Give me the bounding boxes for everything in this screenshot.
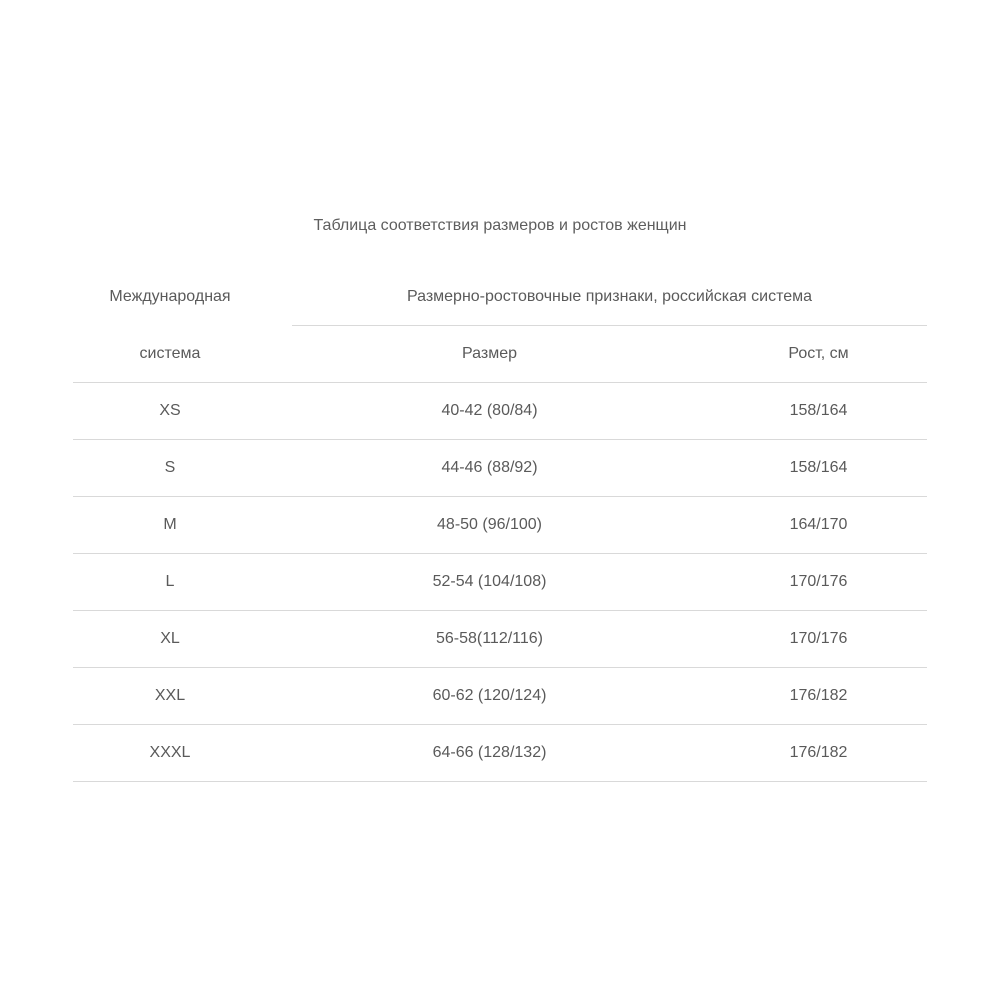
row-intl-size: S bbox=[164, 459, 176, 476]
row-divider bbox=[73, 553, 927, 554]
header-divider-partial bbox=[292, 325, 927, 326]
row-divider bbox=[73, 781, 927, 782]
row-intl-size: M bbox=[163, 516, 177, 533]
header-russian-group: Размерно-ростовочные признаки, российская система bbox=[406, 288, 813, 305]
row-russian-size: 44-46 (88/92) bbox=[441, 459, 538, 476]
row-divider bbox=[73, 496, 927, 497]
row-divider bbox=[73, 724, 927, 725]
row-intl-size: L bbox=[165, 573, 175, 590]
header-divider bbox=[73, 382, 927, 383]
page-title: Таблица соответствия размеров и ростов женщин bbox=[313, 217, 687, 234]
row-intl-size: XL bbox=[160, 630, 180, 647]
row-height: 176/182 bbox=[789, 687, 848, 704]
row-divider bbox=[73, 610, 927, 611]
row-intl-size: XXL bbox=[154, 687, 186, 704]
row-height: 158/164 bbox=[789, 459, 848, 476]
row-divider bbox=[73, 439, 927, 440]
row-divider bbox=[73, 667, 927, 668]
header-international-line2: система bbox=[139, 345, 201, 362]
header-size: Размер bbox=[462, 345, 517, 362]
row-height: 176/182 bbox=[789, 744, 848, 761]
row-russian-size: 52-54 (104/108) bbox=[432, 573, 547, 590]
row-russian-size: 56-58(112/116) bbox=[435, 630, 544, 647]
header-height: Рост, см bbox=[788, 345, 849, 362]
row-height: 158/164 bbox=[789, 402, 848, 419]
row-russian-size: 60-62 (120/124) bbox=[432, 687, 547, 704]
row-russian-size: 40-42 (80/84) bbox=[441, 402, 538, 419]
row-intl-size: XS bbox=[159, 402, 181, 419]
row-russian-size: 48-50 (96/100) bbox=[437, 516, 542, 533]
row-intl-size: XXXL bbox=[149, 744, 191, 761]
row-height: 164/170 bbox=[789, 516, 848, 533]
row-height: 170/176 bbox=[789, 573, 848, 590]
header-international-line1: Международная bbox=[109, 288, 231, 305]
row-russian-size: 64-66 (128/132) bbox=[432, 744, 547, 761]
row-height: 170/176 bbox=[789, 630, 848, 647]
